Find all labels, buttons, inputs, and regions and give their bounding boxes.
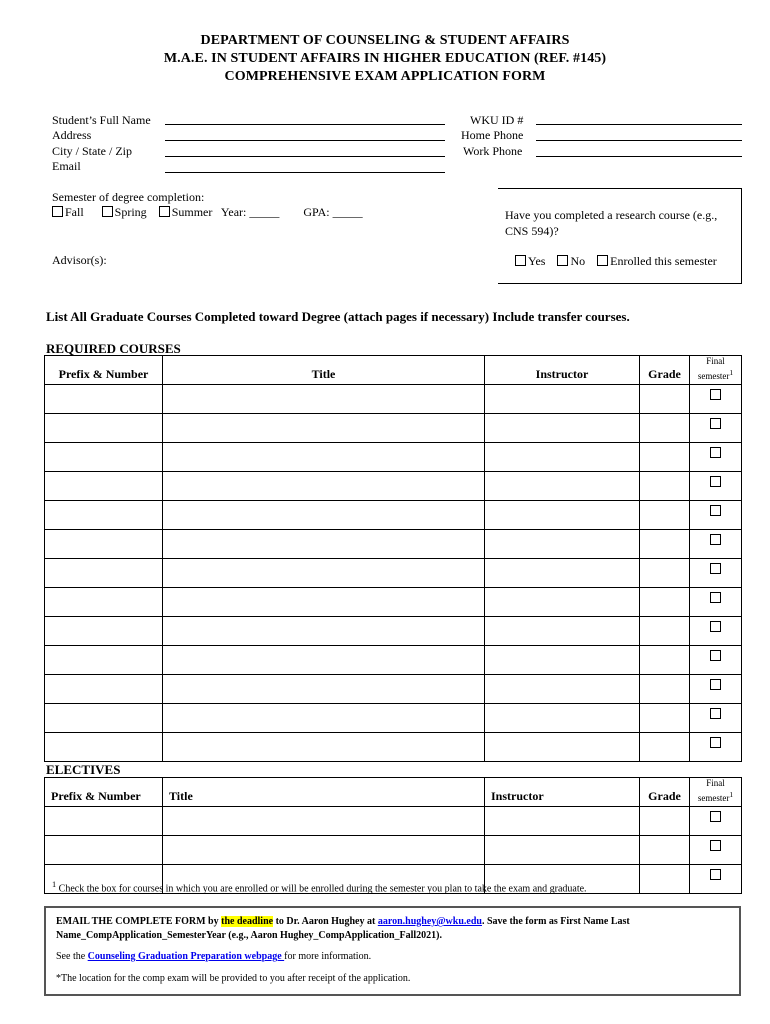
city-state-zip-label: City / State / Zip — [52, 144, 132, 158]
spring-label: Spring — [114, 205, 147, 219]
table-row — [45, 414, 742, 443]
grade-cell[interactable] — [640, 836, 690, 865]
grade-cell[interactable] — [640, 617, 690, 646]
research-course-box — [498, 188, 742, 284]
instructor-cell[interactable] — [485, 385, 640, 414]
deadline-highlight: the deadline — [221, 916, 274, 927]
instructor-cell[interactable] — [485, 675, 640, 704]
research-yes-label: Yes — [528, 254, 546, 268]
final-semester-cell — [690, 414, 742, 443]
final-semester-label: Final semester — [697, 356, 730, 381]
table-row — [45, 530, 742, 559]
final-semester-cell — [690, 559, 742, 588]
exam-location-note: *The location for the comp exam will be provided to you after receipt of the application. — [56, 973, 411, 984]
electives-header-row — [45, 778, 742, 807]
final-semester-checkbox[interactable] — [710, 592, 721, 603]
final-semester-checkbox[interactable] — [710, 650, 721, 661]
final-semester-checkbox[interactable] — [710, 563, 721, 574]
final-semester-checkbox[interactable] — [710, 534, 721, 545]
prefix-number-cell[interactable] — [45, 733, 163, 762]
title-cell[interactable] — [163, 807, 485, 836]
footnote-ref: 1 — [729, 790, 734, 799]
electives-table — [44, 777, 742, 894]
title-cell[interactable] — [163, 617, 485, 646]
research-options — [515, 253, 717, 269]
instructor-cell[interactable] — [485, 414, 640, 443]
col-instructor: Instructor — [485, 778, 640, 807]
prefix-number-cell[interactable] — [45, 559, 163, 588]
semester-options — [52, 204, 363, 220]
final-semester-cell — [690, 385, 742, 414]
prefix-number-cell[interactable] — [45, 414, 163, 443]
year-field[interactable]: Year: _____ — [220, 205, 280, 219]
graduation-prep-link[interactable]: Counseling Graduation Preparation webpage — [87, 951, 285, 962]
final-semester-checkbox[interactable] — [710, 389, 721, 400]
instructor-cell[interactable] — [485, 559, 640, 588]
title-cell[interactable] — [163, 704, 485, 733]
email-notice-box — [44, 906, 741, 996]
final-semester-cell — [690, 836, 742, 865]
email-text-pre: EMAIL THE COMPLETE FORM by — [56, 916, 222, 927]
table-row — [45, 385, 742, 414]
prefix-number-cell[interactable] — [45, 385, 163, 414]
grade-cell[interactable] — [640, 530, 690, 559]
instructor-cell[interactable] — [485, 807, 640, 836]
instructor-cell[interactable] — [485, 588, 640, 617]
program-title: M.A.E. IN STUDENT AFFAIRS IN HIGHER EDUCATION (REF. #145) — [163, 51, 607, 66]
grade-cell[interactable] — [640, 733, 690, 762]
title-cell[interactable] — [163, 472, 485, 501]
final-semester-checkbox[interactable] — [710, 869, 721, 880]
final-semester-cell — [690, 530, 742, 559]
address-label: Address — [52, 128, 92, 142]
col-final-semester — [690, 356, 742, 385]
research-no-checkbox[interactable] — [557, 255, 568, 266]
see-webpage-note — [46, 950, 739, 964]
final-semester-cell — [690, 443, 742, 472]
final-semester-checkbox[interactable] — [710, 447, 721, 458]
title-cell[interactable] — [163, 501, 485, 530]
title-cell[interactable] — [163, 646, 485, 675]
fall-checkbox[interactable] — [52, 206, 63, 217]
prefix-number-cell[interactable] — [45, 617, 163, 646]
col-prefix-number: Prefix & Number — [45, 356, 163, 385]
table-row — [45, 617, 742, 646]
col-grade: Grade — [640, 778, 690, 807]
col-title: Title — [163, 356, 485, 385]
col-title: Title — [163, 778, 485, 807]
grade-cell[interactable] — [640, 865, 690, 894]
required-courses-table — [44, 355, 742, 762]
title-cell[interactable] — [163, 530, 485, 559]
table-row — [45, 733, 742, 762]
required-header-row — [45, 356, 742, 385]
summer-checkbox[interactable] — [159, 206, 170, 217]
work-phone-label: Work Phone — [463, 144, 523, 158]
col-final-semester — [690, 778, 742, 807]
prefix-number-cell[interactable] — [45, 646, 163, 675]
final-semester-label: Final semester — [697, 778, 730, 803]
required-courses-title: REQUIRED COURSES — [46, 341, 181, 356]
home-phone-label: Home Phone — [461, 128, 524, 142]
email-text-post: . Save the form as First Name Last Name_CompApplication_SemesterYear (e.g., Aaron Hughey_CompApplication_Fall2021). — [56, 916, 630, 941]
final-semester-cell — [690, 501, 742, 530]
semester-label: Semester of degree completion: — [52, 190, 205, 204]
form-title: COMPREHENSIVE EXAM APPLICATION FORM — [224, 69, 546, 84]
title-cell[interactable] — [163, 588, 485, 617]
instructor-cell[interactable] — [485, 704, 640, 733]
gpa-field[interactable]: GPA: _____ — [303, 205, 363, 219]
final-semester-checkbox[interactable] — [710, 505, 721, 516]
footnote-ref: 1 — [729, 368, 734, 377]
table-row — [45, 501, 742, 530]
instructor-cell[interactable] — [485, 646, 640, 675]
see-text-post: for more information. — [284, 951, 372, 962]
table-row — [45, 675, 742, 704]
table-row — [45, 646, 742, 675]
instructor-cell[interactable] — [485, 617, 640, 646]
title-cell[interactable] — [163, 733, 485, 762]
final-semester-cell — [690, 675, 742, 704]
prefix-number-cell[interactable] — [45, 472, 163, 501]
grade-cell[interactable] — [640, 472, 690, 501]
spring-checkbox[interactable] — [102, 206, 113, 217]
wku-id-label: WKU ID # — [470, 113, 524, 127]
grade-cell[interactable] — [640, 501, 690, 530]
research-enrolled-label: Enrolled this semester — [610, 254, 717, 268]
final-semester-cell — [690, 733, 742, 762]
table-row — [45, 588, 742, 617]
title-cell[interactable] — [163, 414, 485, 443]
prefix-number-cell[interactable] — [45, 501, 163, 530]
instructor-cell[interactable] — [485, 472, 640, 501]
research-question: Have you completed a research course (e.g., CNS 594)? — [505, 208, 718, 238]
final-semester-checkbox[interactable] — [710, 476, 721, 487]
title-cell[interactable] — [163, 443, 485, 472]
prefix-number-cell[interactable] — [45, 443, 163, 472]
research-no-label: No — [570, 254, 586, 268]
wku-id-field[interactable] — [536, 124, 742, 125]
table-row — [45, 704, 742, 733]
full-name-label: Student’s Full Name — [52, 113, 151, 127]
electives-title: ELECTIVES — [46, 762, 121, 777]
final-semester-cell — [690, 807, 742, 836]
email-link[interactable]: aaron.hughey@wku.edu — [377, 916, 482, 927]
advisor-label: Advisor(s): — [52, 253, 107, 267]
final-semester-checkbox[interactable] — [710, 418, 721, 429]
table-row — [45, 443, 742, 472]
title-cell[interactable] — [163, 675, 485, 704]
research-enrolled-checkbox[interactable] — [597, 255, 608, 266]
email-instructions — [46, 915, 739, 943]
final-semester-checkbox[interactable] — [710, 708, 721, 719]
final-semester-cell — [690, 588, 742, 617]
summer-label: Summer — [171, 205, 213, 219]
final-semester-cell — [690, 704, 742, 733]
col-prefix-number: Prefix & Number — [45, 778, 163, 807]
prefix-number-cell[interactable] — [45, 704, 163, 733]
city-state-zip-field[interactable] — [165, 156, 445, 157]
grade-cell[interactable] — [640, 385, 690, 414]
final-semester-checkbox[interactable] — [710, 621, 721, 632]
grade-cell[interactable] — [640, 807, 690, 836]
full-name-field[interactable] — [165, 124, 445, 125]
home-phone-field[interactable] — [536, 140, 742, 141]
instructor-cell[interactable] — [485, 501, 640, 530]
instructor-cell[interactable] — [485, 443, 640, 472]
instructor-cell[interactable] — [485, 836, 640, 865]
prefix-number-cell[interactable] — [45, 530, 163, 559]
instructor-cell[interactable] — [485, 733, 640, 762]
final-semester-cell — [690, 472, 742, 501]
final-semester-checkbox[interactable] — [710, 679, 721, 690]
prefix-number-cell[interactable] — [45, 675, 163, 704]
email-field[interactable] — [165, 172, 445, 173]
grade-cell[interactable] — [640, 559, 690, 588]
grade-cell[interactable] — [640, 588, 690, 617]
address-field[interactable] — [165, 140, 445, 141]
title-cell[interactable] — [163, 385, 485, 414]
footnote-mark: 1 — [52, 880, 57, 889]
prefix-number-cell[interactable] — [45, 836, 163, 865]
final-semester-cell — [690, 865, 742, 894]
final-semester-checkbox[interactable] — [710, 811, 721, 822]
title-cell[interactable] — [163, 836, 485, 865]
col-instructor: Instructor — [485, 356, 640, 385]
courses-instructions: List All Graduate Courses Completed toward Degree (attach pages if necessary) Include transfer courses. — [46, 309, 630, 324]
footnote-text: Check the box for courses in which you are enrolled or will be enrolled during the semester you plan to take the exam and graduate. — [58, 883, 587, 895]
final-semester-cell — [690, 646, 742, 675]
footnote — [52, 880, 587, 894]
grade-cell[interactable] — [640, 704, 690, 733]
email-text-mid: to Dr. Aaron Hughey at — [273, 916, 378, 927]
table-row — [45, 472, 742, 501]
table-row — [45, 807, 742, 836]
instructor-cell[interactable] — [485, 530, 640, 559]
col-grade: Grade — [640, 356, 690, 385]
grade-cell[interactable] — [640, 646, 690, 675]
prefix-number-cell[interactable] — [45, 588, 163, 617]
email-label: Email — [52, 159, 81, 173]
final-semester-checkbox[interactable] — [710, 840, 721, 851]
final-semester-cell — [690, 617, 742, 646]
see-text-pre: See the — [56, 951, 88, 962]
final-semester-checkbox[interactable] — [710, 737, 721, 748]
prefix-number-cell[interactable] — [45, 807, 163, 836]
table-row — [45, 836, 742, 865]
dept-title: DEPARTMENT OF COUNSELING & STUDENT AFFAIRS — [200, 33, 570, 48]
fall-label: Fall — [65, 205, 84, 219]
grade-cell[interactable] — [640, 443, 690, 472]
work-phone-field[interactable] — [536, 156, 742, 157]
grade-cell[interactable] — [640, 675, 690, 704]
title-cell[interactable] — [163, 559, 485, 588]
research-yes-checkbox[interactable] — [515, 255, 526, 266]
table-row — [45, 559, 742, 588]
grade-cell[interactable] — [640, 414, 690, 443]
